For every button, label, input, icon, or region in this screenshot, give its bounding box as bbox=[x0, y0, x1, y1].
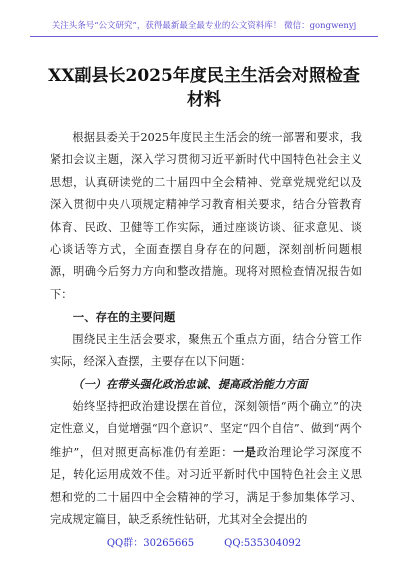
subsection-heading-political: （一）在带头强化政治忠诚、提高政治能力方面 bbox=[72, 377, 308, 392]
document-title: XX副县长2025年度民主生活会对照检查材料 bbox=[48, 66, 360, 110]
section-heading-problems: 一、存在的主要问题 bbox=[72, 310, 176, 325]
subsection-paragraph bbox=[50, 396, 362, 531]
footer-qq-group: QQ群：30265665 bbox=[106, 538, 195, 549]
subsection-text-continued: 政治理论学习深度不足，转化运用成效不佳。对习近平新时代中国特色社会主义思想和党的二十届四中全会精神的学习，满足于参加集体学习、完成规定篇目，缺乏系统性钻研，尤其对全会提出的 bbox=[50, 445, 362, 526]
footer-qq: QQ:535304092 bbox=[224, 538, 302, 549]
header-divider bbox=[30, 36, 378, 37]
point-marker-first: 一是 bbox=[233, 444, 257, 459]
footer-contact bbox=[0, 534, 408, 549]
intro-paragraph: 根据县委关于2025年度民主生活会的统一部署和要求，我紧扣会议主题，深入学习贯彻习近平新时代中国特色社会主义思想，认真研读党的二十届四中全会精神、党章党规党纪以及深入贯彻中央八项规定精神学习教育相关要求，结合分管教育体育、民政、卫健等工作实际，通过座谈访谈、征求意见、谈心谈话等方式，全面查摆自身存在的问题，深刻剖析问题根源，明确今后努力方向和整改措施。现将对照检查情况报告如下： bbox=[50, 131, 362, 301]
header-banner: 关注头条号“公文研究”，获得最新最全最专业的公文资料库！ 微信：gongwenyj bbox=[51, 21, 357, 31]
section-intro-paragraph: 围绕民主生活会要求，聚焦五个重点方面，结合分管工作实际，经深入查摆，主要存在以下问题： bbox=[50, 332, 362, 369]
document-body bbox=[50, 127, 362, 531]
subsection-text-start: 始终坚持把政治建设摆在首位，深刻领悟“两个确立”的决定性意义，自觉增强“四个意识”、坚定“四个自信”、做到“两个维护”，但对照更高标准仍有差距： bbox=[50, 399, 362, 459]
